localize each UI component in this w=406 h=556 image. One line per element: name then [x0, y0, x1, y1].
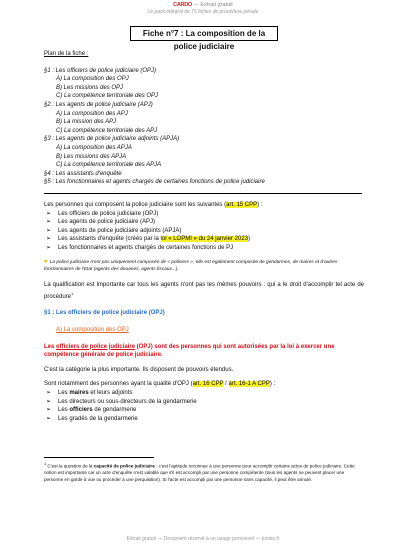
page-title: Fiche n°7 : La composition de la police judiciaire: [130, 26, 278, 41]
plan-item: §3 : Les agents de police judiciaire adjoints (APJA): [44, 136, 180, 143]
plan-item: B) Les missions des OPJ: [56, 84, 124, 91]
notably-text: Sont notamment des personnes ayant la qualité d'OPJ (art. 16 CPP / art. 16-1 A CPP) :: [44, 381, 276, 388]
definition-text: Les officiers de police judiciaire (OPJ) sont des personnes qui sont autorisées par la loi à exercer une compétence générale de police judiciaire.: [44, 343, 335, 359]
list-item: ➢ Les gradés de la gendarmerie: [44, 415, 364, 424]
section-heading: §1 : Les officiers de police judiciaire (OPJ): [44, 310, 165, 317]
plan-item: A) La composition des APJ: [56, 110, 128, 117]
list-item: ➢ Les directeurs ou sous-directeurs de la gendarmerie: [44, 398, 364, 407]
plan-item: C) La compétence territoriale des OPJ: [56, 93, 159, 100]
plan-item: B) Les missions des APJA: [56, 153, 127, 160]
opj-list: [44, 389, 364, 423]
ref-lopmi: loi « LOPMI » du 24 janvier 2023: [160, 236, 248, 243]
footnote-separator: [44, 457, 154, 458]
plan-item: §1 : Les officiers de police judiciaire (OPJ): [44, 67, 157, 74]
subsection-heading: A) La composition des OPJ: [56, 327, 129, 334]
separator: [44, 193, 362, 194]
plan-item: §2 : Les agents de police judiciaire (APJ): [44, 101, 153, 108]
list-item: ➢ Les agents de police judiciaire (APJ): [44, 218, 364, 227]
plan-heading: Plan de la fiche :: [44, 51, 89, 57]
header-line1: — Extrait gratuit: [193, 2, 233, 8]
list-item: ➢ Les officiers de gendarmerie: [44, 406, 364, 415]
page-footer: Extrait gratuit — Document réservé à un usage personnel — jurisio.fr: [126, 536, 280, 542]
intro-text: Les personnes qui composent la police judiciaire sont les suivantes (art. 15 CPP) :: [44, 201, 263, 208]
pin-icon: ☛: [44, 260, 49, 266]
list-item: ➢ Les maires et leurs adjoints: [44, 389, 364, 398]
plan-item: A) La composition des APJA: [56, 144, 132, 151]
ref-art16: art. 16 CPP: [192, 381, 224, 388]
intro-bullets: [44, 210, 364, 253]
plan-item: §5 : Les fonctionnaires et agents chargés de certaines fonctions de police judiciaire: [44, 179, 265, 186]
plan-item: C) La compétence territoriale des APJA: [56, 162, 162, 169]
ref-art15: art. 15 CPP: [226, 201, 258, 208]
footnote: $^1$ C'est la question de la capacité de police judiciaire : c'est l'aptitude reconnue à une personne pour accomplir certains actes de police judiciaire. Cette notion est importante car un acte d'enquête n'est valable que s'il est accompli par une personne compétente (tous les agents ne peuvent placer une personne en garde à vue ou procéder à une perquisition). Si l'acte est accompli par une personne sans capacité, il peut être annulé.: [44, 462, 355, 482]
plan-item: B) La mission des APJ: [56, 119, 117, 126]
plan-item: C) La compétence territoriale des APJ: [56, 127, 158, 134]
ref-art16-1a: art. 16-1 A CPP: [228, 381, 270, 388]
list-item: ➢ Les agents de police judiciaire adjoints (APJA): [44, 227, 364, 236]
list-item: ➢ Les officiers de police judiciaire (OPJ): [44, 210, 364, 219]
category-text: C'est la catégorie la plus importante. Ils disposent de pouvoirs étendus.: [44, 366, 234, 373]
list-item: ➢ Les assistants d'enquête (créés par la loi « LOPMI » du 24 janvier 2023): [44, 235, 364, 244]
header-line2: Le pack intégral de 75 fiches de procédure pénale: [147, 9, 259, 15]
page-header: [0, 2, 406, 16]
list-item: ➢ Les fonctionnaires et agents chargés de certaines fonctions de PJ: [44, 244, 364, 253]
note-text: ☛ La police judiciaire n'est pas uniquement composée de « policiers », elle est également composée de gendarmes, de maires et d'autres fonctionnaires de l'Etat (agents des douanes, agents fiscaux...).: [44, 260, 338, 272]
plan-item: A) La composition des OPJ: [56, 76, 129, 83]
plan-list: [44, 67, 364, 187]
plan-item: §4 : Les assistants d'enquête: [44, 170, 122, 177]
qualification-text: La qualification est importante car tous les agents n'ont pas les mêmes pouvoirs : qui a le droit d'accomplir tel acte de procédure$^1$: [44, 282, 364, 300]
document-body: [44, 50, 364, 483]
brand-logo: CARDO: [173, 2, 192, 8]
